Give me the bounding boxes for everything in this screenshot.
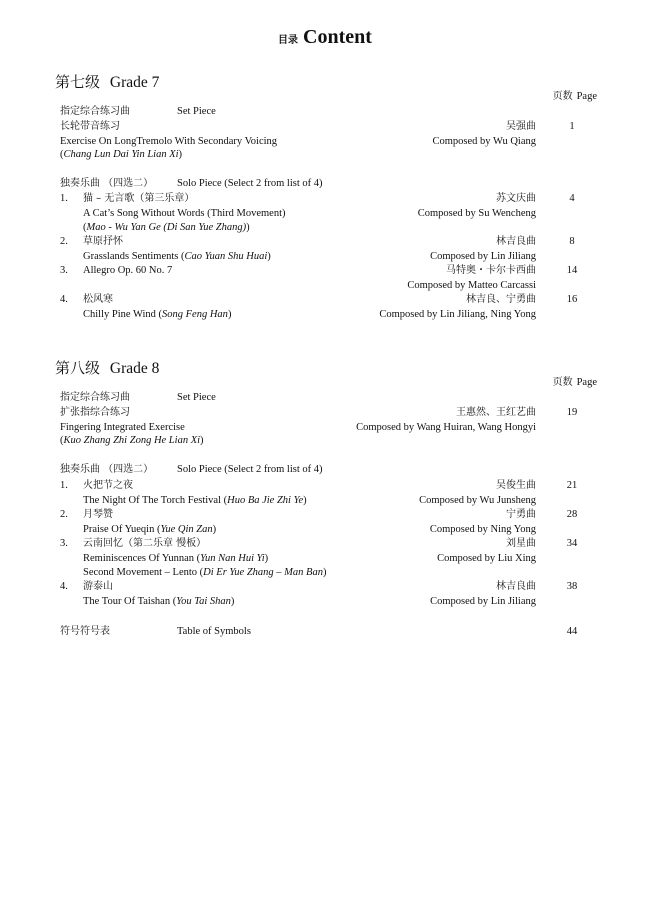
list-item-composer-en: Composed by Lin Jiliang [430,251,536,262]
list-item-number: 2. [60,509,68,520]
grade7-heading-en: Grade 7 [109,74,160,91]
set-piece-page[interactable]: 19 [566,407,578,418]
pinyin-text: Kuo Zhang Zhi Zong He Lian Xi [63,435,201,446]
list-item-number: 4. [60,294,68,305]
list-item-subtitle-en: Second Movement – Lento (Di Er Yue Zhang – Man Ban) [83,567,327,578]
symbols-label-cn[interactable]: 符号符号表 [60,626,110,637]
title-en-text: The Tour Of Taishan [83,596,171,607]
list-item-title-cn[interactable]: 游泰山 [83,581,113,592]
subtitle-pinyin-text: Di Er Yue Zhang – Man Ban [203,567,323,578]
list-item-number: 4. [60,581,68,592]
list-item-page[interactable]: 21 [566,480,578,491]
list-item-composer-en: Composed by Lin Jiliang, Ning Yong [379,309,536,320]
list-item-title-en[interactable]: Allegro Op. 60 No. 7 [83,265,173,276]
set-piece-composer-cn: 吴强曲 [506,121,536,132]
list-item-number: 1. [60,480,68,491]
list-item-number: 3. [60,538,68,549]
title-en-text: The Night Of The Torch Festival [83,495,221,506]
title-en-text: Grasslands Sentiments [83,251,179,262]
set-piece-pinyin: (Chang Lun Dai Yin Lian Xi) [60,149,183,160]
list-item-number: 3. [60,265,68,276]
list-item-title-en[interactable]: Praise Of Yueqin (Yue Qin Zan) [83,524,217,535]
grade8-heading [55,357,159,378]
list-item-page[interactable]: 8 [569,236,575,247]
set-piece-title-en[interactable]: Fingering Integrated Exercise [60,422,185,433]
list-item-composer-cn: 吴俊生曲 [496,480,536,491]
set-piece-composer-en: Composed by Wang Huiran, Wang Hongyi [356,422,536,433]
set-piece-label-en: Set Piece [177,392,216,403]
list-item-composer-cn: 林吉良曲 [496,581,536,592]
list-item-title-en[interactable]: The Tour Of Taishan (You Tai Shan) [83,596,235,607]
list-item-title-en[interactable]: Chilly Pine Wind (Song Feng Han) [83,309,232,320]
list-item-title-en[interactable]: A Cat’s Song Without Words (Third Movement) [83,208,286,219]
set-piece-composer-cn: 王惠然、王红艺曲 [456,407,536,418]
list-item-pinyin: (Mao - Wu Yan Ge (Di San Yue Zhang)) [83,222,250,233]
page-title [0,26,650,49]
page-column-header [553,376,597,390]
list-item-page[interactable]: 14 [566,265,578,276]
pinyin-text: Song Feng Han [162,309,228,320]
list-item-title-cn[interactable]: 云南回忆（第二乐章 慢板） [83,538,207,549]
pinyin-text: Chang Lun Dai Yin Lian Xi [63,149,179,160]
page-column-header [553,90,597,104]
title-en-text: Chilly Pine Wind [83,309,156,320]
title-en: Content [303,26,372,48]
pinyin-text: Cao Yuan Shu Huai [184,251,268,262]
list-item-composer-en: Composed by Liu Xing [437,553,536,564]
list-item-composer-en: Composed by Lin Jiliang [430,596,536,607]
grade8-heading-en: Grade 8 [109,360,160,377]
pinyin-text: Huo Ba Jie Zhi Ye [227,495,304,506]
grade7-heading-cn: 第七级 [55,73,101,91]
list-item-page[interactable]: 16 [566,294,578,305]
list-item-composer-en: Composed by Ning Yong [429,524,536,535]
subtitle-en-text: Second Movement – Lento [83,567,198,578]
list-item-title-en[interactable]: Grasslands Sentiments (Cao Yuan Shu Huai) [83,251,271,262]
solo-label-en: Solo Piece (Select 2 from list of 4) [177,178,323,189]
page-header-en: Page [576,91,597,102]
grade7-heading [55,71,159,92]
page-header-cn: 页数 [552,91,573,102]
list-item-title-cn[interactable]: 火把节之夜 [83,480,133,491]
list-item-title-cn[interactable]: 猫 – 无言歌（第三乐章） [83,193,195,204]
set-piece-page[interactable]: 1 [569,121,575,132]
set-piece-title-cn[interactable]: 长轮带音练习 [60,121,120,132]
title-en-text: Reminiscences Of Yunnan [83,553,194,564]
list-item-composer-cn: 林吉良曲 [496,236,536,247]
set-piece-label-en: Set Piece [177,106,216,117]
list-item-composer-en: Composed by Matteo Carcassi [407,280,536,291]
list-item-title-en[interactable]: The Night Of The Torch Festival (Huo Ba Jie Zhi Ye) [83,495,307,506]
set-piece-pinyin: (Kuo Zhang Zhi Zong He Lian Xi) [60,435,204,446]
list-item-composer-en: Composed by Su Wencheng [417,208,536,219]
page-header-en: Page [576,377,597,388]
list-item-composer-cn: 马特奥・卡尔卡西曲 [446,265,536,276]
symbols-page[interactable]: 44 [566,626,578,637]
list-item-title-en[interactable]: Reminiscences Of Yunnan (Yun Nan Hui Yi) [83,553,269,564]
pinyin-text: Mao - Wu Yan Ge (Di San Yue Zhang) [86,222,247,233]
solo-label-cn: 独奏乐曲 （四选二） [60,464,154,475]
pinyin-text: Yue Qin Zan [160,524,213,535]
set-piece-label-cn: 指定综合练习曲 [60,392,130,403]
list-item-page[interactable]: 38 [566,581,578,592]
list-item-composer-cn: 宁勇曲 [506,509,536,520]
list-item-number: 1. [60,193,68,204]
list-item-composer-en: Composed by Wu Junsheng [419,495,536,506]
set-piece-title-cn[interactable]: 扩张指综合练习 [60,407,130,418]
list-item-page[interactable]: 4 [569,193,575,204]
page-header-cn: 页数 [552,377,573,388]
list-item-title-cn[interactable]: 松风寒 [83,294,113,305]
set-piece-title-en[interactable]: Exercise On LongTremolo With Secondary Voicing [60,136,278,147]
list-item-title-cn[interactable]: 月琴赞 [83,509,113,520]
list-item-number: 2. [60,236,68,247]
list-item-composer-cn: 林吉良、宁勇曲 [466,294,536,305]
pinyin-text: Yun Nan Hui Yi [200,553,265,564]
pinyin-text: You Tai Shan [176,596,231,607]
solo-label-en: Solo Piece (Select 2 from list of 4) [177,464,323,475]
title-cn: 目录 [278,35,299,46]
symbols-label-en[interactable]: Table of Symbols [177,626,251,637]
grade8-heading-cn: 第八级 [55,359,101,377]
list-item-page[interactable]: 28 [566,509,578,520]
title-en-text: Praise Of Yueqin [83,524,155,535]
solo-label-cn: 独奏乐曲 （四选二） [60,178,154,189]
list-item-page[interactable]: 34 [566,538,578,549]
list-item-composer-cn: 刘星曲 [506,538,536,549]
set-piece-composer-en: Composed by Wu Qiang [432,136,536,147]
set-piece-label-cn: 指定综合练习曲 [60,106,130,117]
list-item-title-cn[interactable]: 草原抒怀 [83,236,123,247]
list-item-composer-cn: 苏文庆曲 [496,193,536,204]
